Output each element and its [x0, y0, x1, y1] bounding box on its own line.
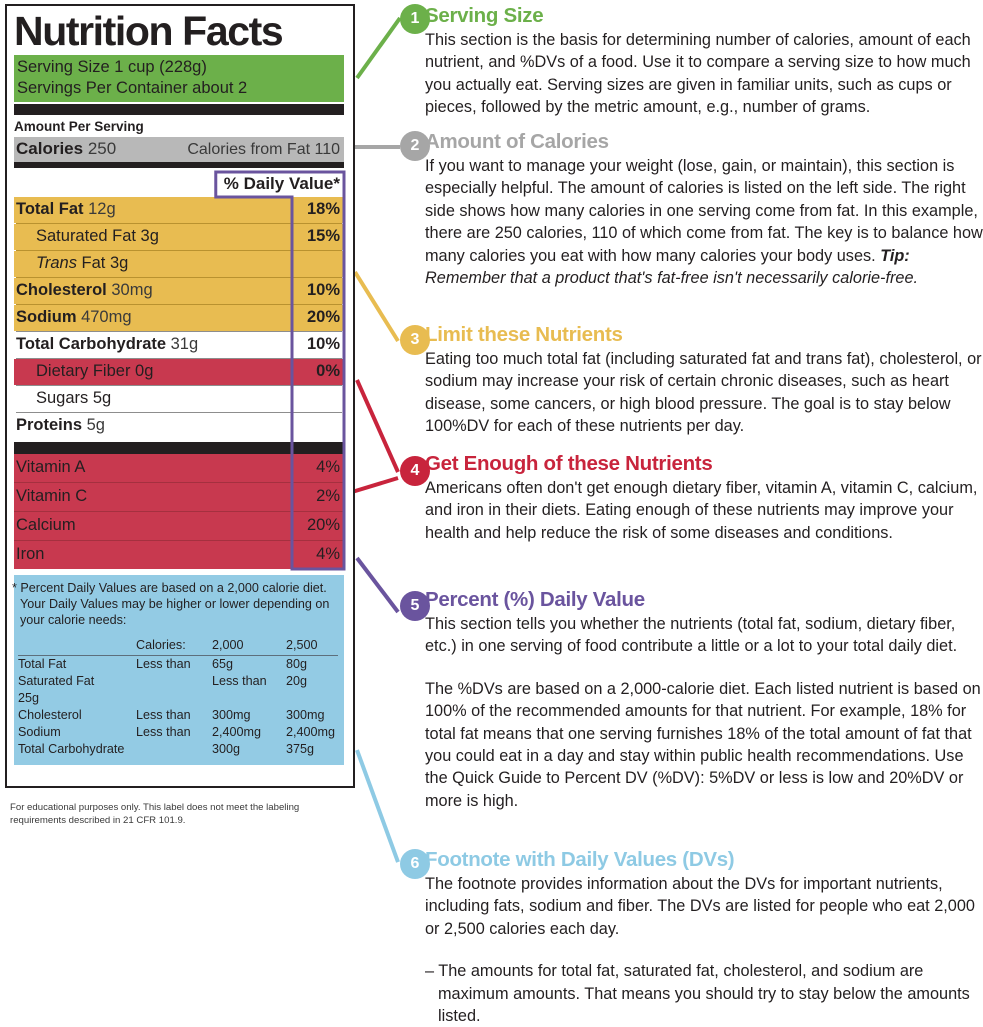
annotation-note-2 [425, 130, 983, 289]
daily-values-cell: Less than [136, 708, 191, 722]
nutrient-row [14, 197, 344, 223]
daily-values-cell: 300g [212, 742, 241, 756]
annotation-body-secondary: The %DVs are based on a 2,000-calorie diet. Each listed nutrient is based on 100% of the recommended amounts for that nutrient. For example, 18% for total fat means that one serving furnishes 18% of the total amount of fat that you could eat in a day and stay within public health recommendations. Use the Quick Guide to Percent DV (%DV): 5%DV or less is low and 20%DV or more is high. [425, 679, 981, 810]
connector-line-4b [352, 478, 398, 492]
footnote-box [14, 575, 344, 765]
nutrition-facts-label [5, 4, 357, 826]
annotation-badge-5: 5 [400, 591, 430, 621]
calories-row [14, 137, 344, 162]
nutrient-daily-value: 18% [306, 200, 340, 218]
disclaimer-text: For educational purposes only. This label does not meet the labeling requirements described in 21 CFR 101.9. [10, 802, 300, 826]
vitamin-daily-value: 2% [316, 487, 340, 505]
nutrient-rows [14, 197, 344, 439]
calories-label: Calories [16, 139, 84, 158]
calories-from-fat: Calories from Fat 110 [187, 141, 340, 158]
vitamin-row [14, 512, 344, 540]
nutrient-row [14, 332, 344, 358]
daily-values-cell: Saturated Fat [18, 674, 95, 688]
annotation-heading: Footnote with Daily Values (DVs) [425, 848, 735, 871]
annotation-note-4 [425, 452, 983, 544]
connector-line-1 [357, 18, 400, 78]
annotation-note-5 [425, 588, 983, 812]
annotation-badge-2: 2 [400, 131, 430, 161]
vitamin-name: Iron [16, 545, 45, 563]
daily-value-header-row [14, 168, 344, 197]
daily-values-cell [136, 673, 212, 690]
nutrient-row [14, 251, 344, 277]
annotation-heading: Serving Size [425, 4, 544, 27]
nutrient-row [14, 359, 344, 385]
daily-values-cell [136, 741, 212, 758]
nutrient-name: Sodium 470mg [16, 308, 132, 326]
connector-line-4a [357, 380, 398, 472]
amount-per-serving-label: Amount Per Serving [14, 119, 144, 134]
daily-values-cell: Total Carbohydrate [18, 742, 125, 756]
connector-line-5 [357, 558, 398, 612]
annotation-body: Eating too much total fat (including saturated fat and trans fat), cholesterol, or sodium may increase your risk of certain chronic diseases, such as heart disease, some cancers, or high blood pressure. The goal is to stay below 100%DV for each of these nutrients per day. [425, 350, 982, 436]
connector-line-6 [357, 750, 398, 862]
nutrient-row [14, 386, 344, 412]
nutrient-daily-value: 20% [306, 308, 340, 326]
annotation-note-3 [425, 323, 983, 438]
annotation-badge-1: 1 [400, 4, 430, 34]
daily-values-cell: 300mg [286, 708, 325, 722]
calories-value: 250 [87, 139, 117, 158]
annotation-body-secondary: – The amounts for total fat, saturated fat, cholesterol, and sodium are maximum amounts. That means you should try to stay below the amounts listed. [425, 962, 970, 1026]
vitamin-rows [14, 454, 344, 569]
nutrient-name: Cholesterol 30mg [16, 281, 153, 299]
nutrient-name: Trans Fat 3g [36, 254, 129, 272]
vitamin-daily-value: 4% [316, 545, 340, 563]
vitamin-daily-value: 4% [316, 458, 340, 476]
daily-values-table-row [18, 637, 338, 656]
divider-black-band [14, 442, 344, 454]
nutrient-name: Sugars 5g [36, 389, 112, 407]
vitamin-daily-value: 20% [306, 516, 340, 534]
nutrient-name: Proteins 5g [16, 416, 105, 434]
nutrient-daily-value: 10% [306, 281, 340, 299]
daily-values-cell: Less than [136, 725, 191, 739]
daily-values-cell [286, 690, 338, 707]
daily-values-cell: Sodium [18, 725, 61, 739]
daily-values-cell: 20g [286, 674, 308, 688]
annotation-badge-6: 6 [400, 849, 430, 879]
serving-size-block [14, 55, 344, 102]
daily-values-cell [136, 690, 212, 707]
daily-values-table-row [18, 673, 338, 690]
page-title: Nutrition Facts [14, 8, 283, 54]
vitamin-name: Vitamin A [16, 458, 86, 476]
nutrient-name: Saturated Fat 3g [36, 227, 159, 245]
annotation-body: The footnote provides information about the DVs for important nutrients, including fats, sodium and fiber. The DVs are listed for people who eat 2,000 or 2,500 calories each day. [425, 875, 975, 938]
divider-thick-1 [14, 104, 344, 115]
daily-values-cell: Cholesterol [18, 708, 82, 722]
annotation-badge-3: 3 [400, 325, 430, 355]
nutrient-daily-value: 10% [306, 335, 340, 353]
daily-values-cell: Calories: [136, 637, 212, 656]
daily-values-cell [212, 690, 286, 707]
annotation-badge-4: 4 [400, 456, 430, 486]
annotation-tip: Tip: Remember that a product that's fat-free isn't necessarily calorie-free. [425, 246, 919, 288]
annotation-heading: Get Enough of these Nutrients [425, 452, 713, 475]
servings-per-container-text: Servings Per Container about 2 [17, 79, 248, 97]
daily-values-cell [18, 637, 136, 656]
daily-values-cell: 300mg [212, 708, 251, 722]
annotation-body: If you want to manage your weight (lose, gain, or maintain), this section is especially helpful. The amount of calories is listed on the left side. The right side shows how many calories in one serving come from fat. In this example, there are 250 calories, 110 of which come from fat. The key is to balance how many calories you eat with how many calories your body uses. Tip: Remember that a product that's fat-free isn't necessarily calorie-free. [425, 157, 983, 288]
annotation-body: This section tells you whether the nutrients (total fat, sodium, dietary fiber, etc.) in one serving of food contribute a little or a lot to your total daily diet. [425, 615, 958, 656]
annotation-body: Americans often don't get enough dietary fiber, vitamin A, vitamin C, calcium, and iron in their diets. Eating enough of these nutrients may improve your health and help reduce the risk of some diseases and conditions. [425, 479, 978, 542]
daily-value-header: % Daily Value* [223, 174, 340, 193]
daily-values-table-row [18, 741, 338, 758]
daily-values-cell: 25g [18, 691, 40, 705]
daily-values-table-row [18, 724, 338, 741]
serving-size-text: Serving Size 1 cup (228g) [17, 58, 207, 76]
annotation-heading: Percent (%) Daily Value [425, 588, 645, 611]
vitamin-name: Calcium [16, 516, 76, 534]
daily-values-cell: 2,000 [212, 637, 286, 656]
connector-line-3 [355, 272, 398, 341]
daily-values-table-row [18, 707, 338, 724]
nutrient-row [14, 224, 344, 250]
label-content [14, 8, 344, 765]
annotation-heading: Limit these Nutrients [425, 323, 623, 346]
nutrient-daily-value: 0% [316, 362, 340, 380]
daily-values-cell: Less than [136, 657, 191, 671]
vitamin-row [14, 541, 344, 569]
daily-values-cell: 65g [212, 657, 234, 671]
nutrient-name: Total Carbohydrate 31g [16, 335, 199, 353]
footnote-star-text: * Percent Daily Values are based on a 2,000 calorie diet. Your Daily Values may be higher or lower depending on your calorie needs: [12, 581, 330, 627]
annotation-body: This section is the basis for determining number of calories, amount of each nutrient, and %DVs of a food. Use it to compare a serving size to how much you actually eat. Serving sizes are given in familiar units, such as cups or pieces, followed by the metric amount, e.g., number of grams. [425, 31, 971, 117]
daily-values-cell: 80g [286, 657, 308, 671]
daily-values-table-row [18, 656, 338, 674]
daily-values-cell: 2,500 [286, 637, 338, 656]
daily-values-cell: 375g [286, 742, 315, 756]
annotation-note-6 [425, 848, 983, 1027]
vitamin-row [14, 454, 344, 482]
daily-values-table [18, 637, 338, 758]
nutrient-row [14, 305, 344, 331]
nutrient-daily-value: 15% [306, 227, 340, 245]
daily-values-table-row [18, 690, 338, 707]
daily-values-cell: Less than [212, 674, 267, 688]
nutrient-row [14, 413, 344, 439]
daily-values-cell: 2,400mg [286, 725, 336, 739]
nutrient-name: Total Fat 12g [16, 200, 116, 218]
annotation-note-1 [425, 4, 983, 119]
vitamin-name: Vitamin C [16, 487, 88, 505]
daily-values-cell: Total Fat [18, 657, 67, 671]
nutrient-row [14, 278, 344, 304]
nutrient-name: Dietary Fiber 0g [36, 362, 154, 380]
vitamin-row [14, 483, 344, 511]
annotation-heading: Amount of Calories [425, 130, 609, 153]
daily-values-cell: 2,400mg [212, 725, 262, 739]
calories-left [16, 139, 116, 159]
